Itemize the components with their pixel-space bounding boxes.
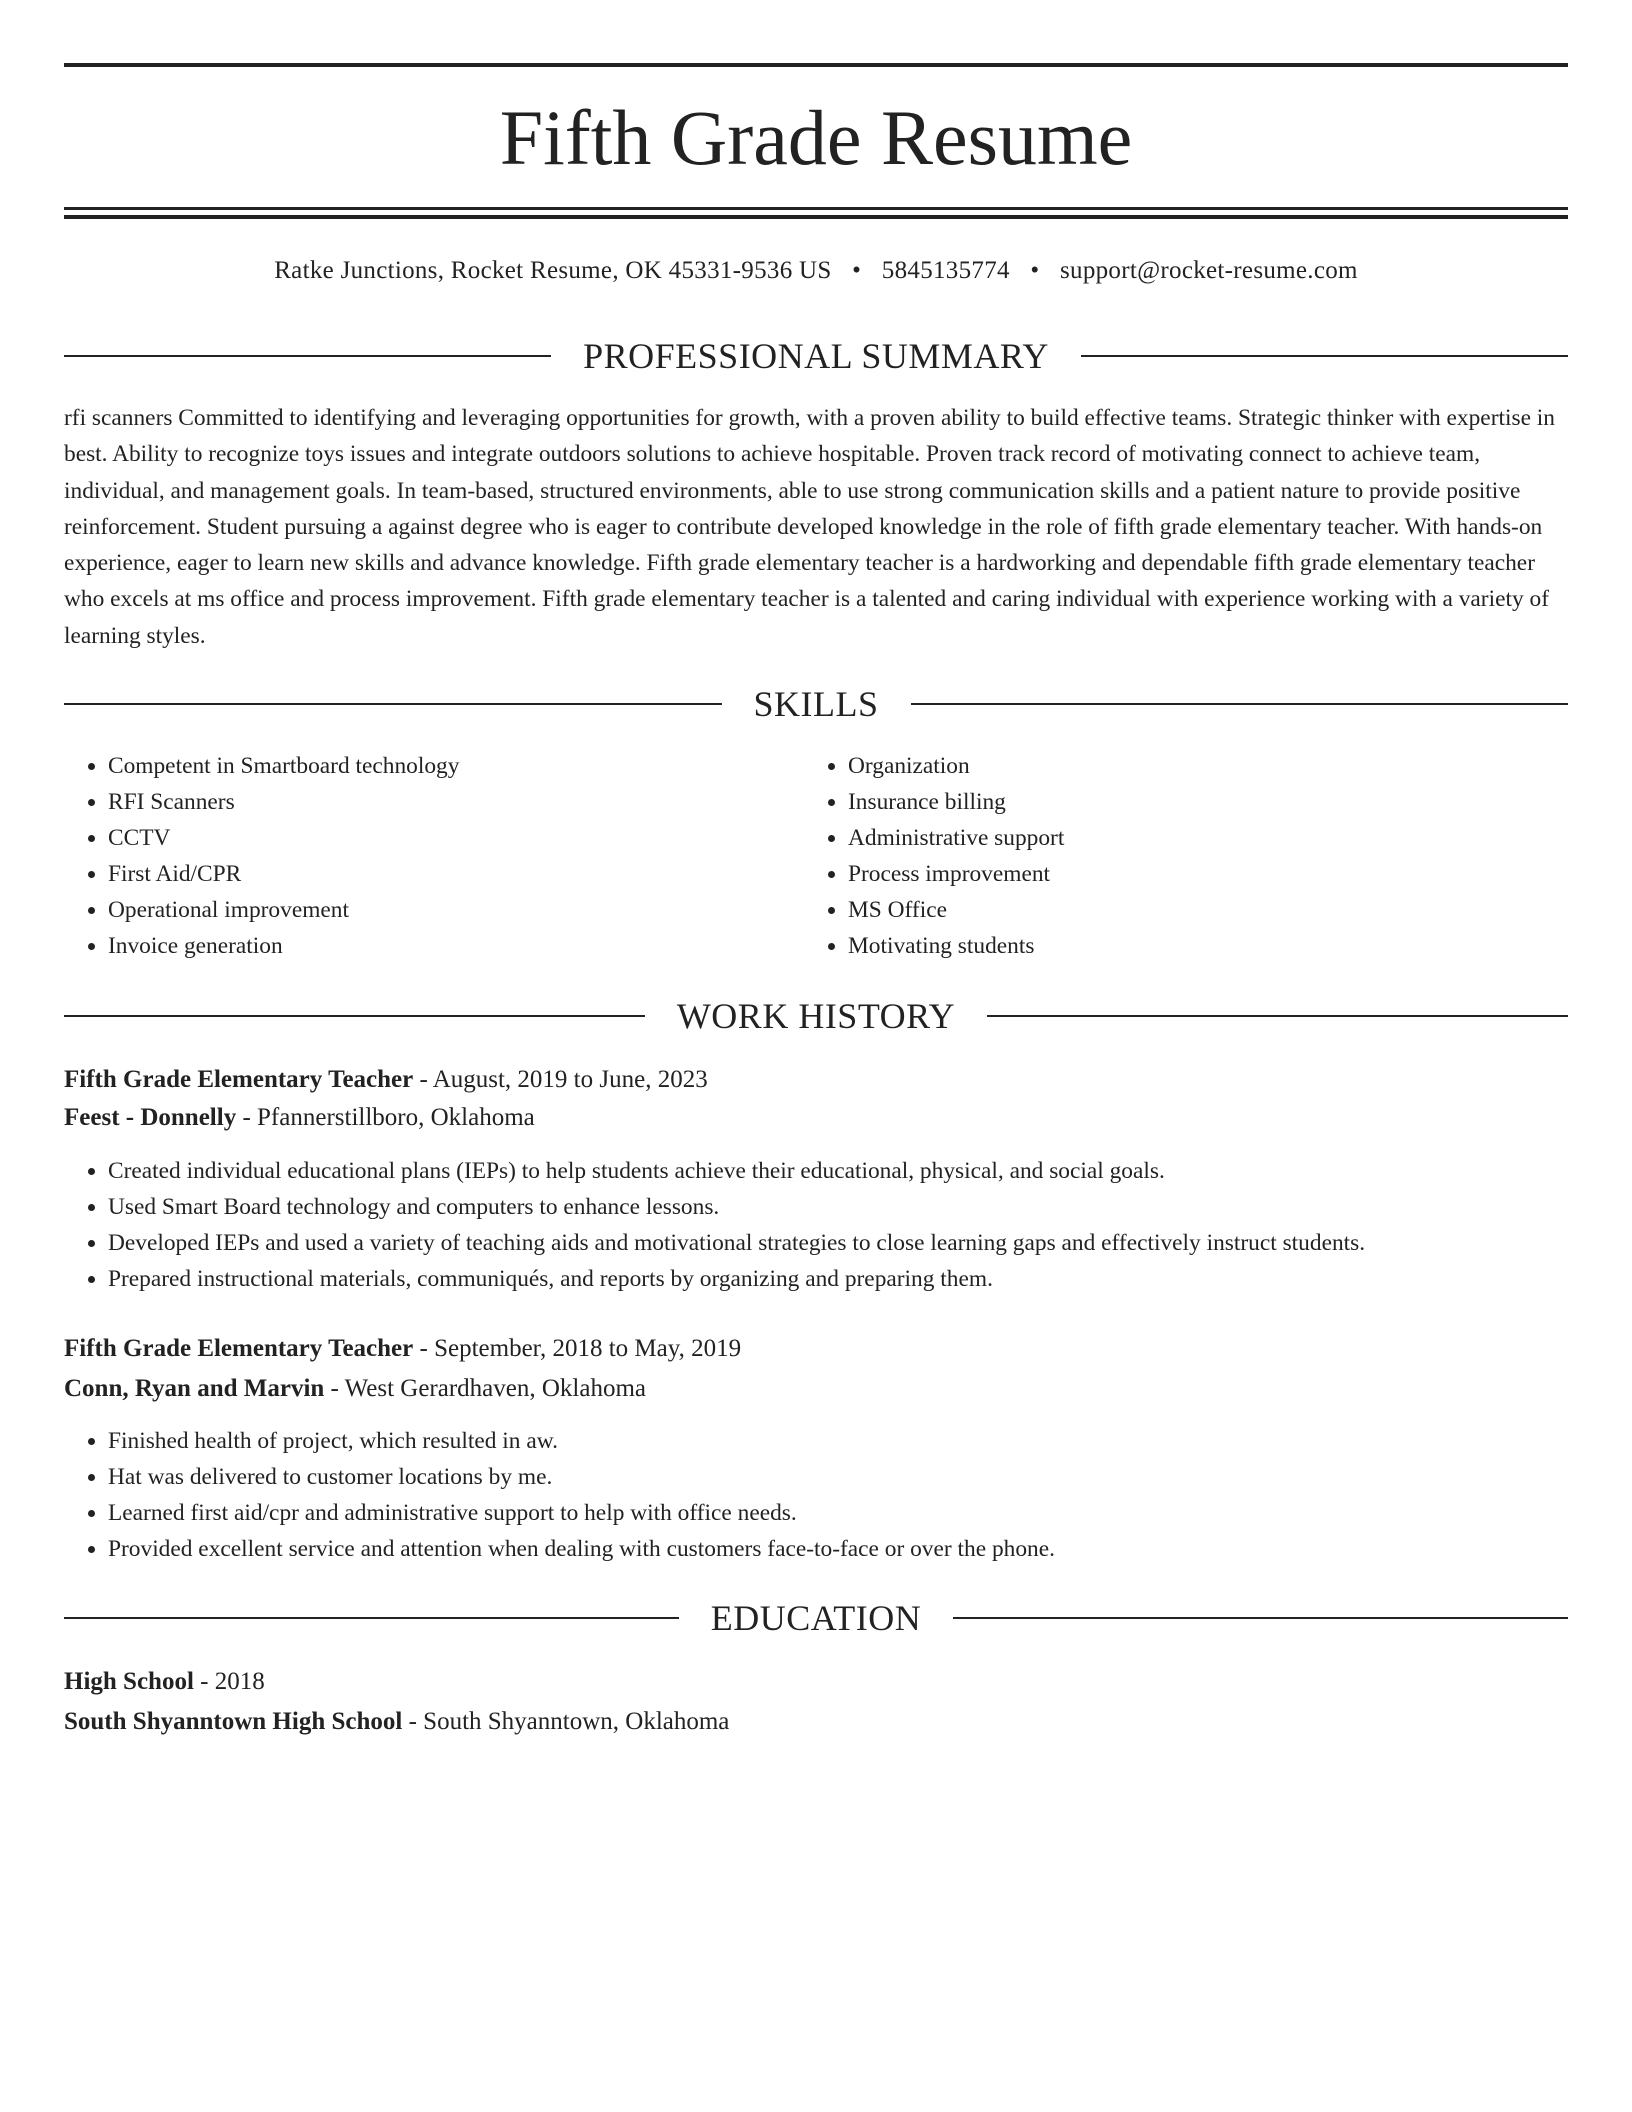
education-location: - South Shyanntown, Oklahoma — [402, 1708, 730, 1735]
heading-rule-left — [64, 703, 722, 705]
summary-heading-label: PROFESSIONAL SUMMARY — [583, 336, 1049, 376]
skill-item: • Insurance billing — [848, 784, 1548, 820]
job-bullet: • Hat was delivered to customer locations by me. — [108, 1459, 1568, 1495]
education-year: - 2018 — [193, 1668, 265, 1695]
skill-item: • Process improvement — [848, 856, 1548, 892]
skill-item: • Administrative support — [848, 820, 1548, 856]
skill-item: • Motivating students — [848, 928, 1548, 964]
education-heading-label: EDUCATION — [710, 1598, 922, 1638]
skill-item: • Organization — [848, 748, 1548, 784]
education-school: South Shyanntown High School — [64, 1708, 403, 1735]
heading-rule-right — [987, 1015, 1568, 1017]
job-bullet: • Provided excellent service and attention when dealing with customers face-to-face or over the phone. — [108, 1531, 1568, 1567]
education-degree-line — [64, 1664, 1568, 1700]
job-title-line — [64, 1062, 1568, 1098]
job-bullets — [64, 1153, 1568, 1297]
contact-address: Ratke Junctions, Rocket Resume, OK 45331-9536 US — [274, 257, 832, 284]
contact-phone: 5845135774 — [881, 257, 1010, 284]
job-bullet: • Learned first aid/cpr and administrative support to help with office needs. — [108, 1495, 1568, 1531]
job-bullet: • Created individual educational plans (IEPs) to help students achieve their educational, physical, and social goals. — [108, 1153, 1568, 1189]
heading-rule-left — [64, 355, 551, 357]
education-school-line — [64, 1704, 1568, 1740]
top-rule — [64, 63, 1568, 67]
contact-line — [64, 253, 1568, 289]
job-bullets — [64, 1423, 1568, 1567]
job-company: Feest - Donnelly — [64, 1104, 237, 1131]
skill-item: • Invoice generation — [108, 928, 806, 964]
summary-text: rfi scanners Committed to identifying and leveraging opportunities for growth, with a proven ability to build effective teams. Strategic thinker with expertise in best. Ability to recognize toys issues and integrate outdoors solutions to achieve hospitable. Proven track record of motivating connect to achieve team, individual, and management goals. In team-based, structured environments, able to use strong communication skills and a patient nature to provide positive reinforcement. Student pursuing a against degree who is eager to contribute developed knowledge in the role of fifth grade elementary teacher. With hands-on experience, eager to learn new skills and advance knowledge. Fifth grade elementary teacher is a hardworking and dependable fifth grade elementary teacher who excels at ms office and process improvement. Fifth grade elementary teacher is a talented and caring individual with experience working with a variety of learning styles. — [64, 405, 1556, 649]
skills-list-right — [806, 748, 1548, 964]
skill-item: • Competent in Smartboard technology — [108, 748, 806, 784]
summary-heading — [64, 336, 1568, 376]
skill-item: • CCTV — [108, 820, 806, 856]
work-heading-label: WORK HISTORY — [676, 996, 956, 1036]
skills-list-left — [64, 748, 806, 964]
job-company: Conn, Ryan and Marvin — [64, 1375, 325, 1402]
education-heading — [64, 1598, 1568, 1638]
heading-rule-left — [64, 1617, 679, 1619]
job-bullet: • Finished health of project, which resulted in aw. — [108, 1423, 1568, 1459]
title-rule-upper — [64, 207, 1568, 210]
job-title: Fifth Grade Elementary Teacher — [64, 1335, 414, 1362]
job-dates: - August, 2019 to June, 2023 — [413, 1066, 708, 1093]
title-rule-lower — [64, 215, 1568, 219]
job-title-line — [64, 1331, 1568, 1367]
heading-rule-left — [64, 1015, 645, 1017]
skill-item: • First Aid/CPR — [108, 856, 806, 892]
contact-email: support@rocket-resume.com — [1059, 257, 1358, 284]
skills-columns — [64, 748, 1568, 964]
heading-rule-right — [953, 1617, 1568, 1619]
job-location: - Pfannerstillboro, Oklahoma — [236, 1104, 535, 1131]
work-heading — [64, 996, 1568, 1036]
job-dates: - September, 2018 to May, 2019 — [413, 1335, 742, 1362]
heading-rule-right — [911, 703, 1569, 705]
job-company-line — [64, 1100, 1568, 1136]
job-company-line — [64, 1371, 1568, 1407]
skill-item: • MS Office — [848, 892, 1548, 928]
heading-rule-right — [1081, 355, 1568, 357]
skill-item: • Operational improvement — [108, 892, 806, 928]
job-bullet: • Developed IEPs and used a variety of teaching aids and motivational strategies to close learning gaps and effectively instruct students. — [108, 1225, 1568, 1261]
job-bullet: • Prepared instructional materials, communiqués, and reports by organizing and preparing them. — [108, 1261, 1568, 1297]
skills-heading — [64, 684, 1568, 724]
job-title: Fifth Grade Elementary Teacher — [64, 1066, 414, 1093]
job-bullet: • Used Smart Board technology and computers to enhance lessons. — [108, 1189, 1568, 1225]
contact-separator: • — [1030, 257, 1040, 284]
resume-title: Fifth Grade Resume — [499, 94, 1133, 181]
skill-item: • RFI Scanners — [108, 784, 806, 820]
job-location: - West Gerardhaven, Oklahoma — [324, 1375, 647, 1402]
skills-heading-label: SKILLS — [753, 684, 879, 724]
contact-separator: • — [852, 257, 862, 284]
education-degree: High School — [64, 1668, 194, 1695]
